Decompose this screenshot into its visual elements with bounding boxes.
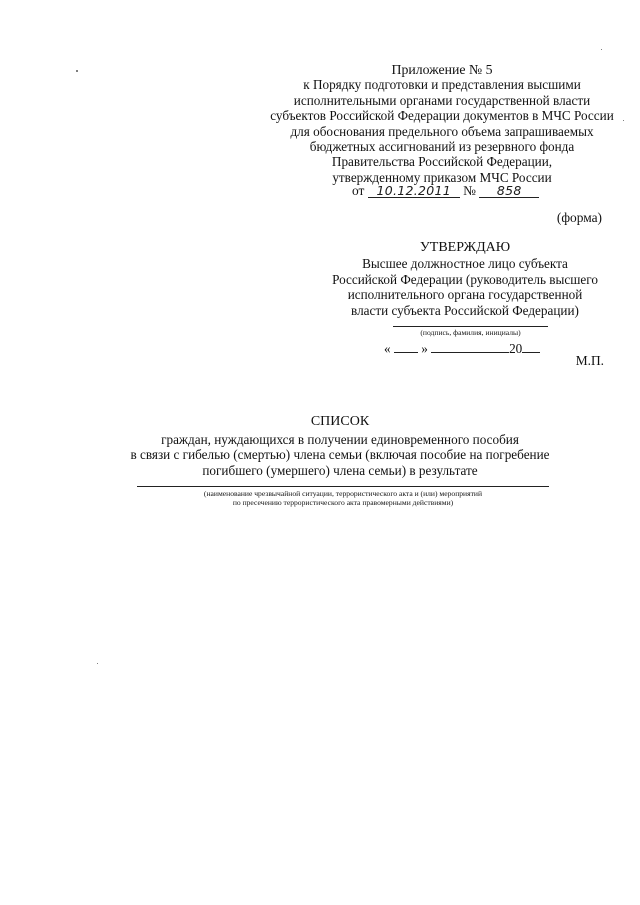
appendix-line: утвержденному приказом МЧС России <box>332 169 552 185</box>
list-subtitle-line: в связи с гибелью (смертью) члена семьи (включая пособие на погребение <box>130 447 550 463</box>
order-from-label: от <box>352 183 365 198</box>
approval-heading: УТВЕРЖДАЮ <box>419 240 511 255</box>
year-prefix: 20 <box>509 341 523 356</box>
order-number-label: № <box>463 183 476 198</box>
approval-line: власти субъекта Российской Федерации) <box>351 302 579 318</box>
appendix-line: бюджетных ассигнований из резервного фонда <box>309 139 575 155</box>
appendix-line: субъектов Российской Федерации документов в МЧС России <box>270 108 614 124</box>
approval-date <box>384 341 540 357</box>
appendix-line: к Порядку подготовки и представления высшими <box>303 77 581 93</box>
emergency-caption <box>137 489 549 508</box>
signature-line <box>393 326 548 327</box>
emergency-name-line <box>137 486 549 487</box>
appendix-line: исполнительными органами государственной власти <box>293 92 591 108</box>
appendix-line: для обоснования предельного объема запрашиваемых <box>290 123 594 139</box>
approval-line: Высшее должностное лицо субъекта <box>362 256 568 272</box>
scan-speck <box>623 120 624 121</box>
list-heading <box>120 414 560 478</box>
list-subtitle-line: граждан, нуждающихся в получении единовременного пособия <box>161 431 519 447</box>
order-date: 10.12.2011 <box>368 184 460 198</box>
seal-label: М.П. <box>575 353 604 368</box>
emergency-caption-line: (наименование чрезвычайной ситуации, террористического акта и (или) мероприятий <box>203 489 483 498</box>
order-reference <box>352 183 539 199</box>
order-number: 858 <box>479 184 539 198</box>
scan-speck <box>76 70 78 72</box>
list-title: СПИСОК <box>310 414 370 429</box>
year-blank <box>522 341 540 353</box>
emergency-caption-line: по пресечению террористического акта правомерными действиями) <box>232 498 454 508</box>
scan-speck <box>97 663 98 664</box>
appendix-title: Приложение № 5 <box>391 62 493 77</box>
list-subtitle-line: погибшего (умершего) члена семьи) в результате <box>202 462 478 478</box>
appendix-line: Правительства Российской Федерации, <box>331 154 553 170</box>
date-close-quote: » <box>421 341 428 356</box>
approval-line: Российской Федерации (руководитель высшего <box>332 271 598 287</box>
approval-block <box>300 240 630 318</box>
signature-caption: (подпись, фамилия, инициалы) <box>420 328 521 337</box>
appendix-header <box>262 62 622 185</box>
day-blank <box>394 341 418 353</box>
form-label: (форма) <box>556 210 602 225</box>
month-blank <box>431 341 509 353</box>
date-open-quote: « <box>384 341 391 356</box>
scan-speck <box>601 49 602 50</box>
approval-line: исполнительного органа государственной <box>347 287 583 303</box>
